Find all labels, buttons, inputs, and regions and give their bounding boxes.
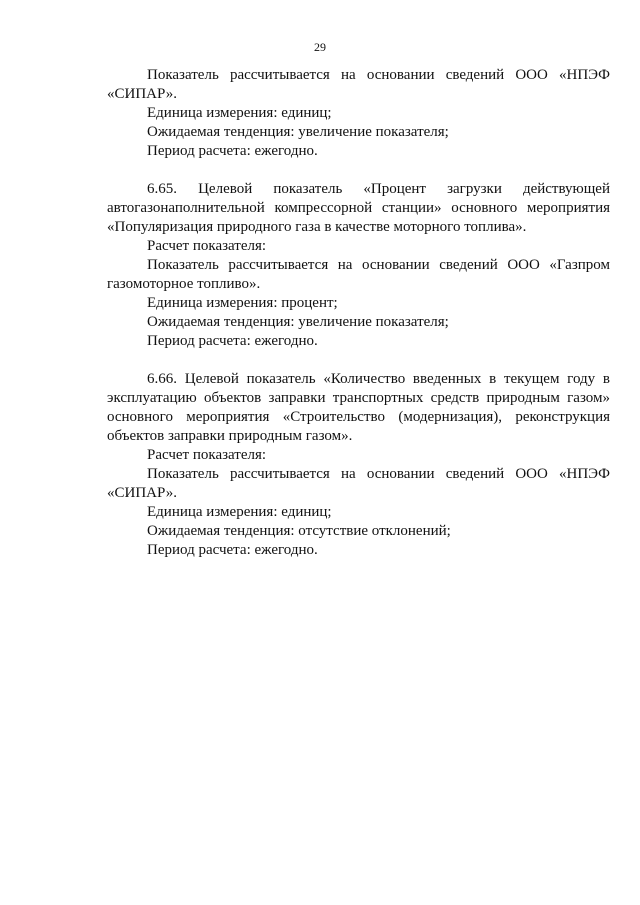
section-665-heading: 6.65. Целевой показатель «Процент загрузки действующей автогазонаполнительной компрессорной станции» основного мероприятия «Популяризация природного газа в качестве моторного топлива». [107, 181, 610, 235]
block1-trend: Ожидаемая тенденция: увеличение показателя; [147, 124, 449, 140]
section-666-trend: Ожидаемая тенденция: отсутствие отклонений; [147, 523, 451, 539]
document-body [107, 66, 610, 560]
section-666-period: Период расчета: ежегодно. [147, 542, 318, 558]
section-666-calc-label: Расчет показателя: [147, 447, 267, 463]
spacer [107, 161, 610, 180]
page-number: 29 [314, 40, 326, 54]
block1-period: Период расчета: ежегодно. [147, 143, 318, 159]
section-666-heading: 6.66. Целевой показатель «Количество введенных в текущем году в эксплуатацию объектов заправки транспортных средств природным газом» основного мероприятия «Строительство (модернизация), реконструкция объектов заправки природным газом». [107, 371, 610, 444]
block1-unit: Единица измерения: единиц; [147, 105, 332, 121]
section-666-calc-text: Показатель рассчитывается на основании сведений ООО «НПЭФ «СИПАР». [107, 466, 610, 501]
section-665-calc-label: Расчет показателя: [147, 238, 267, 254]
section-665-trend: Ожидаемая тенденция: увеличение показателя; [147, 314, 449, 330]
block1-paragraph: Показатель рассчитывается на основании сведений ООО «НПЭФ «СИПАР». [107, 67, 610, 102]
spacer [107, 351, 610, 370]
section-665-unit: Единица измерения: процент; [147, 295, 338, 311]
section-665-period: Период расчета: ежегодно. [147, 333, 318, 349]
section-665-calc-text: Показатель рассчитывается на основании сведений ООО «Газпром газомоторное топливо». [107, 257, 610, 292]
section-666-unit: Единица измерения: единиц; [147, 504, 332, 520]
